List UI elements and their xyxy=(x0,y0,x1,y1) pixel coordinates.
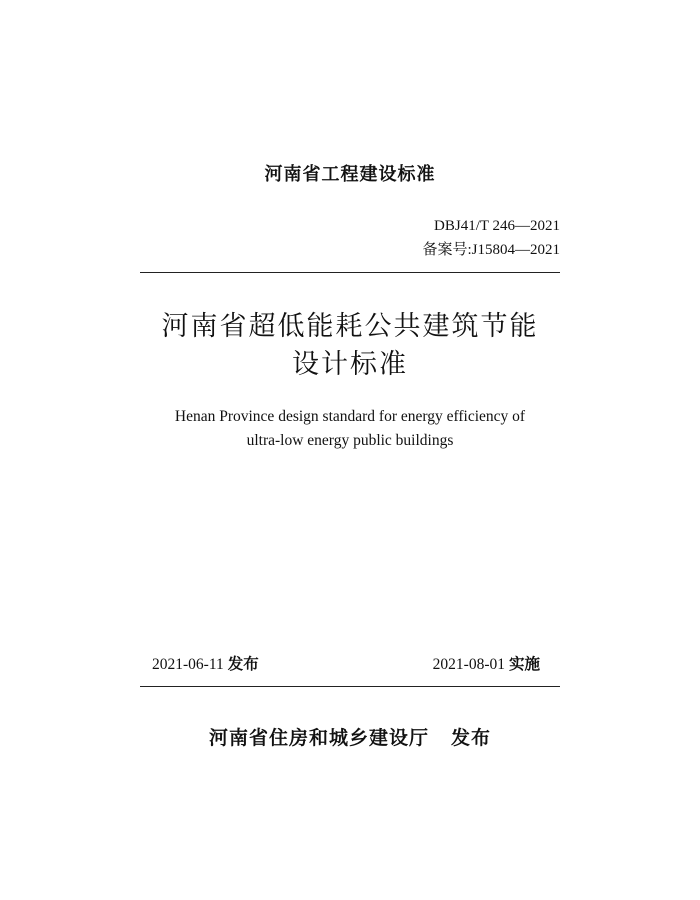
implementation-date: 2021-08-01 xyxy=(432,656,505,673)
title-zh-line-1: 河南省超低能耗公共建筑节能 xyxy=(161,311,539,342)
document-title-zh xyxy=(0,308,700,384)
title-zh-line-2: 设计标准 xyxy=(292,349,408,380)
top-divider xyxy=(140,272,560,273)
publisher-line xyxy=(0,723,700,750)
publisher-name: 河南省住房和城乡建设厅 xyxy=(208,727,429,749)
document-title-en xyxy=(0,405,700,453)
title-en-line-1: Henan Province design standard for energy efficiency of xyxy=(174,408,526,425)
record-number: 备案号:J15804—2021 xyxy=(422,242,560,258)
standard-code-block xyxy=(422,214,560,262)
implementation-label: 实施 xyxy=(508,655,540,673)
standard-code: DBJ41/T 246—2021 xyxy=(434,218,560,234)
title-en-line-2: ultra-low energy public buildings xyxy=(246,432,454,449)
publisher-action: 发布 xyxy=(451,727,492,749)
bottom-divider xyxy=(140,686,560,687)
implementation-date-group xyxy=(433,652,540,674)
issue-date: 2021-06-11 xyxy=(152,656,224,673)
series-title: 河南省工程建设标准 xyxy=(264,164,436,185)
issue-date-group xyxy=(152,652,259,674)
issue-label: 发布 xyxy=(227,655,259,673)
